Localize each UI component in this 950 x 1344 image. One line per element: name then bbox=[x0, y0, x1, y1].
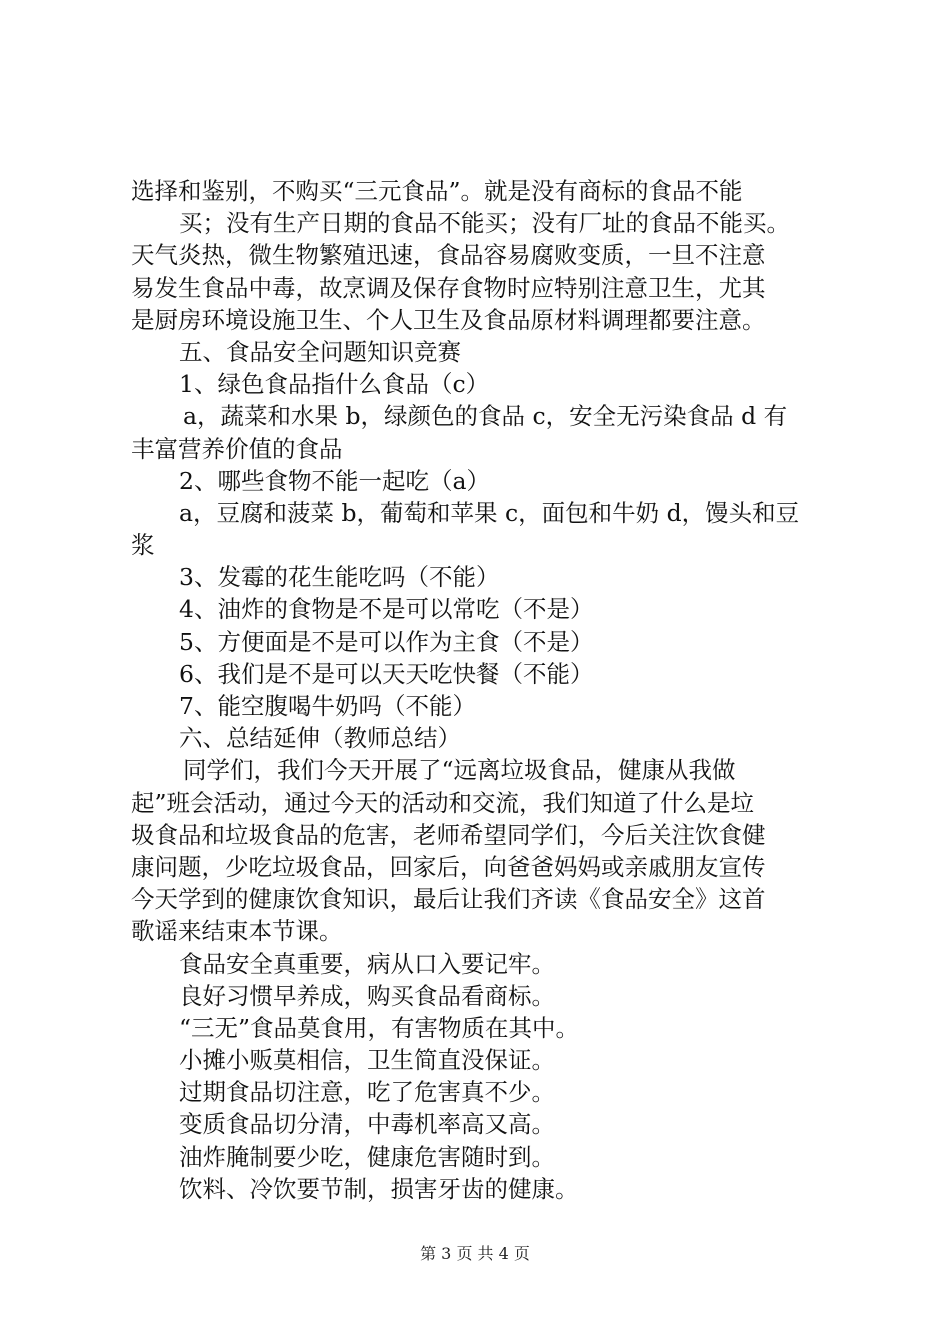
text-line: 变质食品切分清，中毒机率高又高。 bbox=[179, 1110, 555, 1139]
text-line: 饮料、冷饮要节制，损害牙齿的健康。 bbox=[179, 1174, 579, 1203]
text-line: a，豆腐和菠菜 b，葡萄和苹果 c，面包和牛奶 d，馒头和豆 bbox=[179, 498, 800, 527]
text-line: 2、哪些食物不能一起吃（a） bbox=[179, 466, 490, 495]
text-line: 食品安全真重要，病从口入要记牢。 bbox=[179, 949, 555, 978]
page-number-footer: 第 3 页 共 4 页 bbox=[420, 1244, 530, 1263]
text-line: 3、发霉的花生能吃吗（不能） bbox=[179, 563, 500, 592]
text-line: 选择和鉴别，不购买“三元食品”。就是没有商标的食品不能 bbox=[131, 177, 743, 205]
text-line: a，蔬菜和水果 b，绿颜色的食品 c，安全无污染食品 d 有 bbox=[183, 402, 788, 431]
text-line: 小摊小贩莫相信，卫生简直没保证。 bbox=[179, 1046, 555, 1075]
text-line: 买；没有生产日期的食品不能买；没有厂址的食品不能买。 bbox=[179, 209, 790, 238]
text-line: 五、食品安全问题知识竞赛 bbox=[179, 337, 461, 366]
text-line: 7、能空腹喝牛奶吗（不能） bbox=[179, 692, 476, 720]
text-line: 起”班会活动，通过今天的活动和交流，我们知道了什么是垃 bbox=[131, 788, 755, 817]
text-line: 六、总结延伸（教师总结） bbox=[179, 724, 461, 753]
text-line: 歌谣来结束本节课。 bbox=[131, 917, 343, 946]
text-line: 油炸腌制要少吃，健康危害随时到。 bbox=[179, 1142, 555, 1171]
text-line: 1、绿色食品指什么食品（c） bbox=[179, 370, 490, 399]
text-line: 浆 bbox=[131, 531, 155, 560]
text-line: 丰富营养价值的食品 bbox=[131, 434, 343, 463]
text-line: 是厨房环境设施卫生、个人卫生及食品原材料调理都要注意。 bbox=[131, 305, 766, 334]
text-line: 6、我们是不是可以天天吃快餐（不能） bbox=[179, 659, 594, 688]
text-line: “三无”食品莫食用，有害物质在其中。 bbox=[179, 1013, 580, 1042]
text-line: 今天学到的健康饮食知识，最后让我们齐读《食品安全》这首 bbox=[131, 885, 766, 914]
text-line: 康问题，少吃垃圾食品，回家后，向爸爸妈妈或亲戚朋友宣传 bbox=[131, 852, 766, 881]
text-line: 圾食品和垃圾食品的危害，老师希望同学们，今后关注饮食健 bbox=[131, 820, 766, 849]
text-line: 4、油炸的食物是不是可以常吃（不是） bbox=[179, 595, 594, 624]
text-line: 良好习惯早养成，购买食品看商标。 bbox=[179, 981, 555, 1010]
text-line: 易发生食品中毒，故烹调及保存食物时应特别注意卫生，尤其 bbox=[131, 273, 766, 302]
text-line: 天气炎热，微生物繁殖迅速，食品容易腐败变质，一旦不注意 bbox=[131, 241, 766, 270]
text-line: 同学们，我们今天开展了“远离垃圾食品，健康从我做 bbox=[183, 756, 736, 785]
document-body bbox=[131, 175, 831, 1205]
text-line: 过期食品切注意，吃了危害真不少。 bbox=[179, 1078, 555, 1107]
text-line: 5、方便面是不是可以作为主食（不是） bbox=[179, 627, 594, 656]
